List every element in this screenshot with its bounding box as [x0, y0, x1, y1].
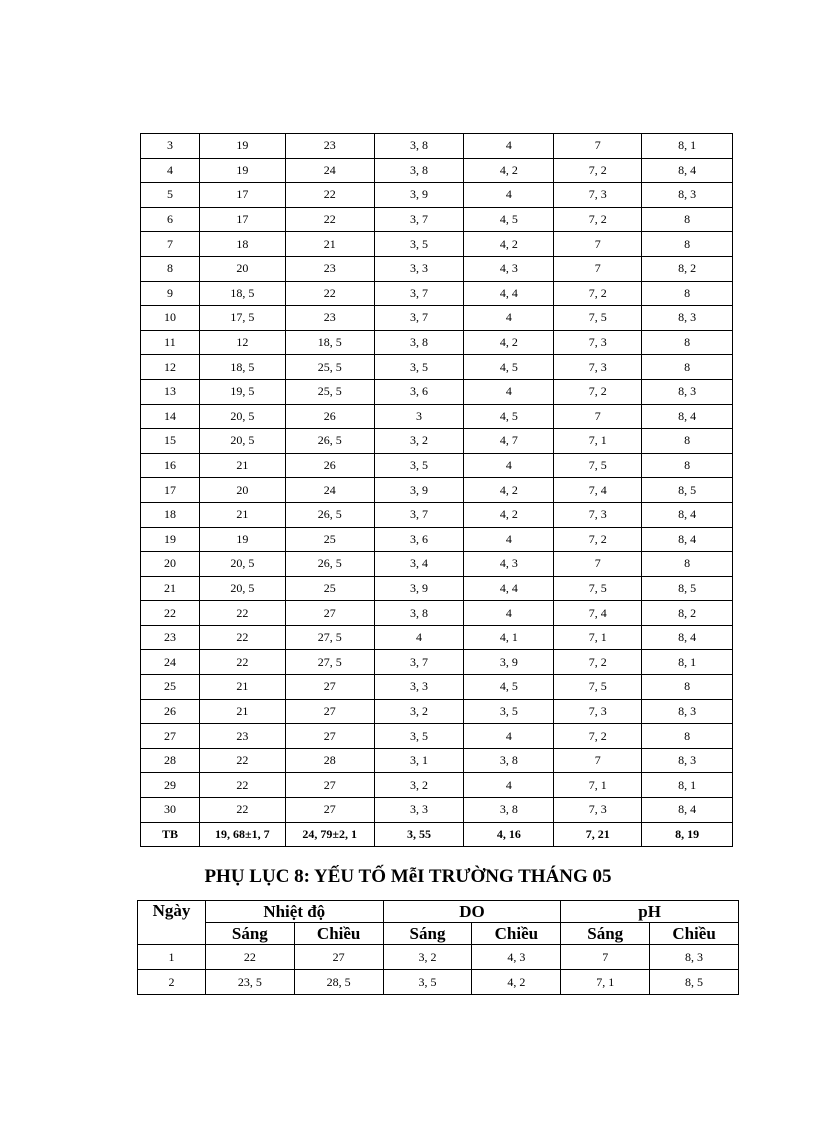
table-cell: 23, 5 — [205, 970, 294, 995]
table-cell: 3, 3 — [374, 798, 464, 823]
table-cell: 28 — [141, 748, 200, 773]
table-cell: 4, 5 — [464, 355, 554, 380]
table-cell: 8 — [141, 256, 200, 281]
average-cell: 19, 68±1, 7 — [199, 822, 285, 847]
table-cell: 3, 9 — [374, 478, 464, 503]
table-cell: 18 — [199, 232, 285, 257]
header-temp-morning: Sáng — [205, 923, 294, 945]
table-cell: 19 — [141, 527, 200, 552]
table-cell: 8, 3 — [642, 748, 733, 773]
table-cell: 25 — [285, 527, 374, 552]
table-cell: 25 — [285, 576, 374, 601]
table-cell: 22 — [285, 207, 374, 232]
table-cell: 24 — [141, 650, 200, 675]
header-ph: pH — [561, 901, 739, 923]
table-cell: 3, 5 — [383, 970, 472, 995]
header-temperature: Nhiệt độ — [205, 901, 383, 923]
table-cell: 4, 2 — [464, 330, 554, 355]
appendix-table-body — [138, 945, 739, 995]
table-cell: 4, 2 — [464, 502, 554, 527]
table-cell: 3, 9 — [464, 650, 554, 675]
table-row — [138, 970, 739, 995]
table-cell: 7, 3 — [554, 183, 642, 208]
table-cell: 22 — [199, 625, 285, 650]
table-cell: 1 — [138, 945, 206, 970]
table-cell: 8 — [642, 724, 733, 749]
table-cell: 8 — [642, 330, 733, 355]
table-cell: 3, 5 — [374, 232, 464, 257]
table-cell: 3, 7 — [374, 306, 464, 331]
table-cell: 27 — [294, 945, 383, 970]
table-cell: 7, 4 — [554, 601, 642, 626]
table-cell: 26 — [141, 699, 200, 724]
table-cell: 4 — [141, 158, 200, 183]
table-cell: 26, 5 — [285, 552, 374, 577]
table-row — [141, 650, 733, 675]
table-cell: 3 — [141, 134, 200, 159]
table-cell: 7 — [554, 552, 642, 577]
table-cell: 29 — [141, 773, 200, 798]
table-cell: 8 — [642, 552, 733, 577]
table-cell: 22 — [205, 945, 294, 970]
table-cell: 3, 7 — [374, 650, 464, 675]
table-row — [141, 134, 733, 159]
table-cell: 3, 7 — [374, 207, 464, 232]
table-cell: 21 — [141, 576, 200, 601]
table-cell: 7, 5 — [554, 576, 642, 601]
table-cell: 18, 5 — [199, 355, 285, 380]
table-cell: 4, 2 — [464, 158, 554, 183]
table-cell: 18, 5 — [199, 281, 285, 306]
table-row — [141, 675, 733, 700]
table-row — [141, 576, 733, 601]
table-row — [141, 478, 733, 503]
table-cell: 3, 2 — [374, 429, 464, 454]
table-cell: 3 — [374, 404, 464, 429]
table-cell: 4, 3 — [464, 552, 554, 577]
table-cell: 22 — [199, 773, 285, 798]
table-cell: 4 — [464, 306, 554, 331]
table-cell: 26 — [285, 404, 374, 429]
table-cell: 27 — [285, 601, 374, 626]
table-cell: 21 — [199, 502, 285, 527]
average-cell: 3, 55 — [374, 822, 464, 847]
table-cell: 20, 5 — [199, 429, 285, 454]
header-do: DO — [383, 901, 561, 923]
appendix-table — [137, 900, 739, 995]
table-cell: 7, 2 — [554, 527, 642, 552]
table-cell: 3, 2 — [374, 773, 464, 798]
table-cell: 3, 1 — [374, 748, 464, 773]
table-cell: 16 — [141, 453, 200, 478]
table-cell: 7, 5 — [554, 675, 642, 700]
table-cell: 17, 5 — [199, 306, 285, 331]
table-cell: 8 — [642, 281, 733, 306]
table-cell: 3, 3 — [374, 675, 464, 700]
table-cell: 14 — [141, 404, 200, 429]
header-row — [138, 901, 739, 923]
table-cell: 3, 3 — [374, 256, 464, 281]
table-cell: 8, 3 — [642, 699, 733, 724]
table-cell: 27 — [285, 699, 374, 724]
table-cell: 25, 5 — [285, 355, 374, 380]
table-cell: 4, 4 — [464, 281, 554, 306]
table-cell: 7, 2 — [554, 724, 642, 749]
table-cell: 21 — [285, 232, 374, 257]
table-cell: 7, 2 — [554, 650, 642, 675]
table-cell: 22 — [199, 650, 285, 675]
table-row — [141, 502, 733, 527]
table-cell: 4 — [464, 379, 554, 404]
table-cell: 7, 3 — [554, 699, 642, 724]
table-cell: 20, 5 — [199, 552, 285, 577]
table-row — [141, 724, 733, 749]
table-cell: 3, 2 — [383, 945, 472, 970]
table-row — [141, 158, 733, 183]
table-cell: 4, 1 — [464, 625, 554, 650]
table-cell: 23 — [285, 134, 374, 159]
table-cell: 7, 1 — [554, 429, 642, 454]
table-cell: 10 — [141, 306, 200, 331]
table-cell: 5 — [141, 183, 200, 208]
table-cell: 8, 3 — [642, 183, 733, 208]
table-cell: 8, 5 — [650, 970, 739, 995]
table-cell: 7 — [554, 134, 642, 159]
table-cell: 27 — [285, 675, 374, 700]
table-cell: 4, 4 — [464, 576, 554, 601]
table-cell: 19 — [199, 527, 285, 552]
table-cell: 22 — [199, 601, 285, 626]
table-cell: 4, 2 — [464, 478, 554, 503]
table-cell: 20 — [141, 552, 200, 577]
table-cell: 7, 3 — [554, 502, 642, 527]
table-cell: 3, 6 — [374, 379, 464, 404]
table-cell: 12 — [199, 330, 285, 355]
table-cell: 3, 8 — [464, 798, 554, 823]
average-cell: 4, 16 — [464, 822, 554, 847]
table-cell: 25 — [141, 675, 200, 700]
table-row — [141, 601, 733, 626]
table-cell: 19 — [199, 134, 285, 159]
table-cell: 27 — [285, 773, 374, 798]
table-row — [141, 256, 733, 281]
table-cell: 4, 2 — [464, 232, 554, 257]
table-cell: 8 — [642, 675, 733, 700]
table-cell: 30 — [141, 798, 200, 823]
table-cell: 6 — [141, 207, 200, 232]
table-cell: 8 — [642, 429, 733, 454]
table-cell: 27 — [285, 724, 374, 749]
table-cell: 28 — [285, 748, 374, 773]
table-cell: 15 — [141, 429, 200, 454]
table-cell: 7, 1 — [561, 970, 650, 995]
table-row — [141, 207, 733, 232]
table-cell: 7 — [554, 256, 642, 281]
table-cell: 8, 4 — [642, 625, 733, 650]
average-cell: 24, 79±2, 1 — [285, 822, 374, 847]
table-cell: 7, 1 — [554, 773, 642, 798]
table-cell: 17 — [199, 207, 285, 232]
table-cell: 3, 9 — [374, 576, 464, 601]
table-row — [141, 355, 733, 380]
table-cell: 8, 2 — [642, 601, 733, 626]
table-cell: 7, 3 — [554, 798, 642, 823]
table-cell: 20 — [199, 256, 285, 281]
table-cell: 3, 7 — [374, 281, 464, 306]
table-row — [138, 945, 739, 970]
header-do-morning: Sáng — [383, 923, 472, 945]
table-row — [141, 429, 733, 454]
table-cell: 26 — [285, 453, 374, 478]
table-cell: 3, 7 — [374, 502, 464, 527]
table-cell: 7, 3 — [554, 330, 642, 355]
table-cell: 20 — [199, 478, 285, 503]
header-ph-afternoon: Chiều — [650, 923, 739, 945]
table-cell: 9 — [141, 281, 200, 306]
average-cell: 8, 19 — [642, 822, 733, 847]
table-cell: 8, 5 — [642, 576, 733, 601]
table-cell: 19, 5 — [199, 379, 285, 404]
table-cell: 12 — [141, 355, 200, 380]
table-row — [141, 183, 733, 208]
table-cell: 22 — [285, 183, 374, 208]
table-row — [141, 748, 733, 773]
table-cell: 8, 5 — [642, 478, 733, 503]
table-cell: 7 — [141, 232, 200, 257]
table-cell: 3, 5 — [464, 699, 554, 724]
header-ph-morning: Sáng — [561, 923, 650, 945]
table-cell: 22 — [285, 281, 374, 306]
table-cell: 24 — [285, 158, 374, 183]
table-cell: 4 — [464, 601, 554, 626]
table-cell: 8, 4 — [642, 158, 733, 183]
table-cell: 7, 2 — [554, 281, 642, 306]
table-row — [141, 552, 733, 577]
table-cell: 3, 5 — [374, 724, 464, 749]
average-row — [141, 822, 733, 847]
table-cell: 4, 5 — [464, 404, 554, 429]
table-cell: 23 — [285, 306, 374, 331]
table-cell: 4 — [374, 625, 464, 650]
table-cell: 8 — [642, 355, 733, 380]
table-row — [141, 232, 733, 257]
table-cell: 3, 6 — [374, 527, 464, 552]
table-cell: 22 — [141, 601, 200, 626]
table-cell: 8, 4 — [642, 798, 733, 823]
table-cell: 8 — [642, 453, 733, 478]
table-cell: 8, 3 — [642, 306, 733, 331]
table-cell: 4, 2 — [472, 970, 561, 995]
table-row — [141, 404, 733, 429]
data-table-continued — [140, 133, 733, 847]
table-cell: 13 — [141, 379, 200, 404]
table-row — [141, 281, 733, 306]
table-cell: 19 — [199, 158, 285, 183]
table-row — [141, 699, 733, 724]
table-cell: 4 — [464, 527, 554, 552]
table-cell: 8, 4 — [642, 502, 733, 527]
table-row — [141, 453, 733, 478]
table-row — [141, 798, 733, 823]
table-cell: 11 — [141, 330, 200, 355]
table-cell: 26, 5 — [285, 429, 374, 454]
table-cell: 3, 8 — [374, 134, 464, 159]
table-cell: 25, 5 — [285, 379, 374, 404]
table-row — [141, 379, 733, 404]
table-row — [141, 773, 733, 798]
table-cell: 7, 2 — [554, 158, 642, 183]
table-cell: 8, 1 — [642, 650, 733, 675]
table-cell: 3, 2 — [374, 699, 464, 724]
table-cell: 8 — [642, 207, 733, 232]
table-cell: 21 — [199, 699, 285, 724]
table-cell: 8, 2 — [642, 256, 733, 281]
table-cell: 7, 5 — [554, 306, 642, 331]
table-cell: 23 — [141, 625, 200, 650]
table-cell: 23 — [199, 724, 285, 749]
table-cell: 4 — [464, 724, 554, 749]
table-cell: 8 — [642, 232, 733, 257]
average-cell: TB — [141, 822, 200, 847]
table-cell: 8, 3 — [650, 945, 739, 970]
table-cell: 26, 5 — [285, 502, 374, 527]
table-cell: 27, 5 — [285, 650, 374, 675]
table-cell: 17 — [199, 183, 285, 208]
table-cell: 7, 2 — [554, 207, 642, 232]
table-row — [141, 330, 733, 355]
table-cell: 3, 9 — [374, 183, 464, 208]
table-cell: 4 — [464, 453, 554, 478]
table-cell: 22 — [199, 748, 285, 773]
table-cell: 3, 8 — [374, 330, 464, 355]
table-cell: 7 — [554, 404, 642, 429]
table-cell: 3, 8 — [374, 158, 464, 183]
header-do-afternoon: Chiều — [472, 923, 561, 945]
table-cell: 17 — [141, 478, 200, 503]
header-day: Ngày — [138, 901, 206, 945]
table-cell: 3, 8 — [374, 601, 464, 626]
average-cell: 7, 21 — [554, 822, 642, 847]
table-cell: 8, 4 — [642, 404, 733, 429]
table-cell: 7 — [561, 945, 650, 970]
table-cell: 7, 1 — [554, 625, 642, 650]
table-cell: 4, 5 — [464, 675, 554, 700]
table-cell: 4 — [464, 773, 554, 798]
table-cell: 8, 3 — [642, 379, 733, 404]
table-cell: 3, 4 — [374, 552, 464, 577]
table-cell: 18, 5 — [285, 330, 374, 355]
table-cell: 3, 8 — [464, 748, 554, 773]
table-cell: 21 — [199, 453, 285, 478]
table-row — [141, 527, 733, 552]
table-cell: 4, 3 — [464, 256, 554, 281]
table-cell: 8, 1 — [642, 134, 733, 159]
table-cell: 21 — [199, 675, 285, 700]
table-cell: 7 — [554, 748, 642, 773]
appendix-title: PHỤ LỤC 8: YẾU TỐ MễI TRƯỜNG THÁNG 05 — [204, 866, 612, 887]
table-cell: 27, 5 — [285, 625, 374, 650]
table-cell: 8, 4 — [642, 527, 733, 552]
table-cell: 18 — [141, 502, 200, 527]
table-cell: 4, 5 — [464, 207, 554, 232]
table-cell: 22 — [199, 798, 285, 823]
subheader-row — [138, 923, 739, 945]
table-cell: 7, 4 — [554, 478, 642, 503]
table-cell: 7 — [554, 232, 642, 257]
table-row — [141, 625, 733, 650]
table-cell: 27 — [141, 724, 200, 749]
table-cell: 4, 3 — [472, 945, 561, 970]
table-cell: 20, 5 — [199, 576, 285, 601]
table-cell: 4, 7 — [464, 429, 554, 454]
table-cell: 4 — [464, 134, 554, 159]
table-cell: 27 — [285, 798, 374, 823]
table-cell: 4 — [464, 183, 554, 208]
table-cell: 2 — [138, 970, 206, 995]
table-cell: 8, 1 — [642, 773, 733, 798]
table-cell: 7, 3 — [554, 355, 642, 380]
table-cell: 23 — [285, 256, 374, 281]
table-cell: 3, 5 — [374, 355, 464, 380]
table-cell: 7, 2 — [554, 379, 642, 404]
header-temp-afternoon: Chiều — [294, 923, 383, 945]
table-cell: 20, 5 — [199, 404, 285, 429]
table-cell: 24 — [285, 478, 374, 503]
table-cell: 3, 5 — [374, 453, 464, 478]
table-cell: 28, 5 — [294, 970, 383, 995]
table-body — [141, 134, 733, 847]
table-cell: 7, 5 — [554, 453, 642, 478]
table-row — [141, 306, 733, 331]
